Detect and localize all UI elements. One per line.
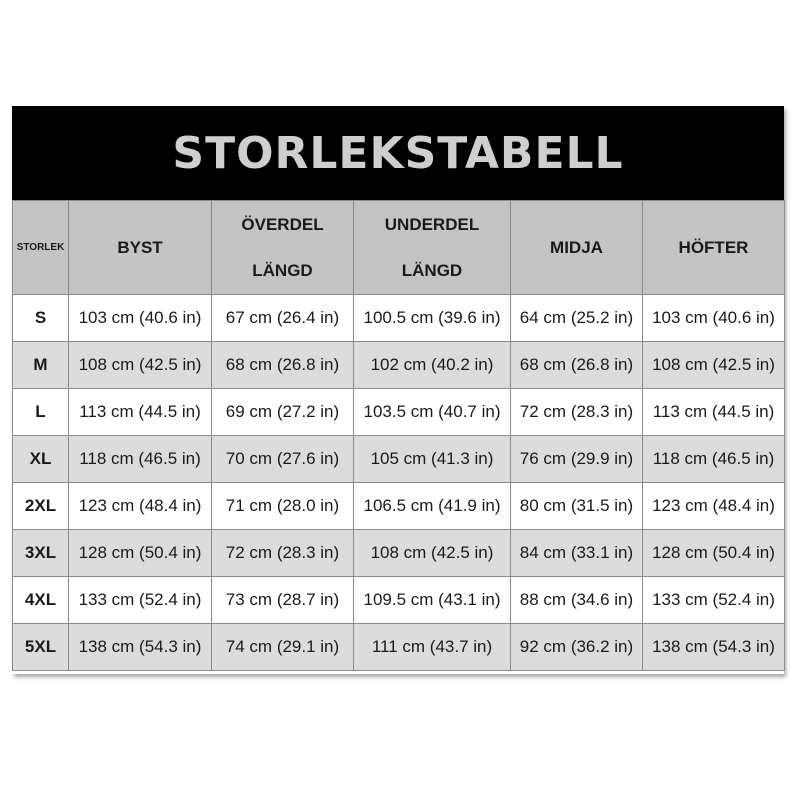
bust-cell: 128 cm (50.4 in) [69, 530, 212, 577]
table-row [13, 342, 785, 389]
bottom-length-cell: 111 cm (43.7 in) [354, 624, 511, 671]
size-cell: L [13, 389, 69, 436]
chart-title: STORLEKSTABELL [172, 127, 624, 179]
waist-cell: 68 cm (26.8 in) [511, 342, 643, 389]
bottom-length-cell: 100.5 cm (39.6 in) [354, 295, 511, 342]
size-cell: XL [13, 436, 69, 483]
hips-cell: 103 cm (40.6 in) [643, 295, 785, 342]
size-table [12, 200, 785, 671]
top-length-cell: 74 cm (29.1 in) [212, 624, 354, 671]
table-row [13, 577, 785, 624]
bottom-length-cell: 109.5 cm (43.1 in) [354, 577, 511, 624]
bust-cell: 123 cm (48.4 in) [69, 483, 212, 530]
header-top-length-line1: ÖVERDEL [241, 214, 324, 234]
bust-cell: 118 cm (46.5 in) [69, 436, 212, 483]
bust-cell: 133 cm (52.4 in) [69, 577, 212, 624]
header-row [13, 201, 785, 295]
bottom-length-cell: 103.5 cm (40.7 in) [354, 389, 511, 436]
bust-cell: 113 cm (44.5 in) [69, 389, 212, 436]
table-row [13, 624, 785, 671]
waist-cell: 64 cm (25.2 in) [511, 295, 643, 342]
bottom-length-cell: 106.5 cm (41.9 in) [354, 483, 511, 530]
top-length-cell: 67 cm (26.4 in) [212, 295, 354, 342]
size-cell: 3XL [13, 530, 69, 577]
bust-cell: 138 cm (54.3 in) [69, 624, 212, 671]
header-bust: BYST [69, 201, 212, 295]
top-length-cell: 72 cm (28.3 in) [212, 530, 354, 577]
waist-cell: 92 cm (36.2 in) [511, 624, 643, 671]
header-size: STORLEK [13, 201, 69, 295]
waist-cell: 88 cm (34.6 in) [511, 577, 643, 624]
bottom-length-cell: 108 cm (42.5 in) [354, 530, 511, 577]
hips-cell: 108 cm (42.5 in) [643, 342, 785, 389]
header-bottom-length-line2: LÄNGD [401, 260, 463, 280]
size-cell: M [13, 342, 69, 389]
bust-cell: 108 cm (42.5 in) [69, 342, 212, 389]
hips-cell: 118 cm (46.5 in) [643, 436, 785, 483]
header-hips: HÖFTER [643, 201, 785, 295]
size-cell: S [13, 295, 69, 342]
bottom-length-cell: 105 cm (41.3 in) [354, 436, 511, 483]
header-bottom-length [354, 201, 511, 295]
hips-cell: 113 cm (44.5 in) [643, 389, 785, 436]
waist-cell: 84 cm (33.1 in) [511, 530, 643, 577]
size-cell: 5XL [13, 624, 69, 671]
size-chart [12, 106, 784, 674]
bust-cell: 103 cm (40.6 in) [69, 295, 212, 342]
waist-cell: 80 cm (31.5 in) [511, 483, 643, 530]
table-row [13, 530, 785, 577]
header-top-length-line2: LÄNGD [252, 260, 313, 280]
top-length-cell: 69 cm (27.2 in) [212, 389, 354, 436]
hips-cell: 138 cm (54.3 in) [643, 624, 785, 671]
size-cell: 2XL [13, 483, 69, 530]
bottom-length-cell: 102 cm (40.2 in) [354, 342, 511, 389]
top-length-cell: 68 cm (26.8 in) [212, 342, 354, 389]
waist-cell: 76 cm (29.9 in) [511, 436, 643, 483]
hips-cell: 123 cm (48.4 in) [643, 483, 785, 530]
table-row [13, 295, 785, 342]
hips-cell: 133 cm (52.4 in) [643, 577, 785, 624]
header-bottom-length-line1: UNDERDEL [384, 214, 480, 234]
header-top-length [212, 201, 354, 295]
waist-cell: 72 cm (28.3 in) [511, 389, 643, 436]
header-waist: MIDJA [511, 201, 643, 295]
hips-cell: 128 cm (50.4 in) [643, 530, 785, 577]
size-cell: 4XL [13, 577, 69, 624]
top-length-cell: 71 cm (28.0 in) [212, 483, 354, 530]
table-row [13, 389, 785, 436]
title-bar [12, 106, 784, 200]
table-row [13, 436, 785, 483]
top-length-cell: 70 cm (27.6 in) [212, 436, 354, 483]
table-row [13, 483, 785, 530]
top-length-cell: 73 cm (28.7 in) [212, 577, 354, 624]
